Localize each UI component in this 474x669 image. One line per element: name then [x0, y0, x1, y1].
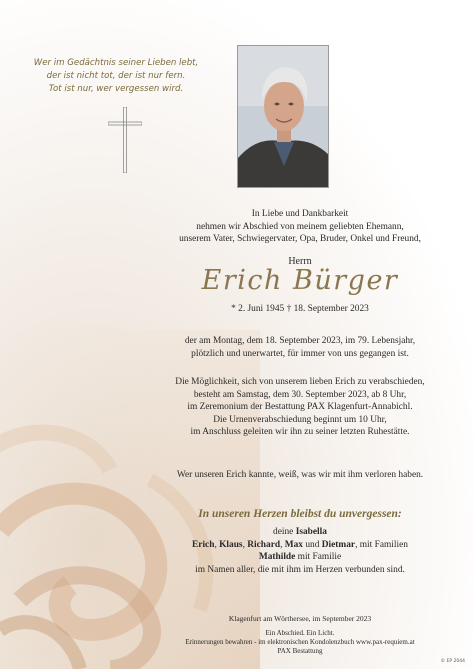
farewell-line: im Zeremonium der Bestattung PAX Klagenfurt-Annabichl. — [187, 402, 413, 413]
footer-line: PAX Bestattung — [277, 647, 323, 655]
intro-line: nehmen wir Abschied von meinem geliebten Ehemann, — [196, 221, 404, 232]
mourner-name: Erich — [192, 539, 215, 550]
mourners-list — [110, 526, 474, 576]
death-announcement — [110, 335, 474, 360]
deceased-name: Erich Bürger — [201, 265, 399, 296]
memorial-quote — [18, 57, 214, 96]
cross-icon — [108, 107, 142, 173]
portrait-photo — [237, 45, 329, 188]
mourner-line: im Namen aller, die mit ihm im Herzen verbunden sind. — [195, 564, 405, 575]
farewell-line: Die Möglichkeit, sich von unserem lieben Erich zu verabschieden, — [175, 377, 425, 387]
mourner-name: Mathilde — [258, 552, 296, 563]
farewell-line: Die Urnenverabschiedung beginnt um 10 Uhr, — [213, 414, 387, 425]
footer-line: Erinnerungen bewahren - im elektronischen Kondolenzbuch www.pax-requiem.at — [185, 638, 415, 646]
farewell-details — [110, 376, 474, 439]
quote-line: Tot ist nur, wer vergessen wird. — [48, 84, 184, 94]
quote-line: Wer im Gedächtnis seiner Lieben lebt, — [33, 58, 199, 68]
print-code: © EP 2044 — [440, 659, 465, 664]
mourner-line: Erich, Klaus, Richard, Max und Dietmar, mit Familien — [192, 539, 408, 550]
mourner-line: Mathilde mit Familie — [258, 552, 342, 563]
farewell-line: besteht am Samstag, dem 30. September 2023, ab 8 Uhr, — [193, 389, 407, 400]
salutation: Herrn — [288, 256, 312, 267]
intro-line: In Liebe und Dankbarkeit — [251, 209, 349, 219]
death-line: der am Montag, dem 18. September 2023, im 79. Lebensjahr, — [184, 336, 416, 346]
mourner-name: Isabella — [295, 527, 327, 537]
mourner-name: Klaus — [219, 539, 243, 550]
quote-line: der ist nicht tot, der ist nur fern. — [46, 71, 186, 81]
mourner-name: Dietmar — [321, 539, 356, 550]
footer — [110, 629, 474, 656]
place-date: Klagenfurt am Wörthersee, im September 2023 — [228, 614, 372, 623]
death-line: plötzlich und unerwartet, für immer von uns gegangen ist. — [191, 348, 409, 359]
life-dates: * 2. Juni 1945 † 18. September 2023 — [231, 304, 369, 314]
intro-text — [110, 208, 474, 246]
mourners-heading: In unseren Herzen bleibst du unvergessen: — [198, 508, 402, 520]
mourner-line: deine Isabella — [273, 527, 327, 537]
mourner-name: Richard — [247, 539, 281, 550]
footer-line: Ein Abschied. Ein Licht. — [265, 629, 335, 637]
intro-line: unserem Vater, Schwiegervater, Opa, Bruder, Onkel und Freund, — [179, 234, 421, 245]
mourner-name: Max — [284, 539, 303, 550]
farewell-line: im Anschluss geleiten wir ihn zu seiner letzten Ruhestätte. — [190, 427, 410, 438]
remembrance-line: Wer unseren Erich kannte, weiß, was wir mit ihm verloren haben. — [176, 470, 424, 480]
